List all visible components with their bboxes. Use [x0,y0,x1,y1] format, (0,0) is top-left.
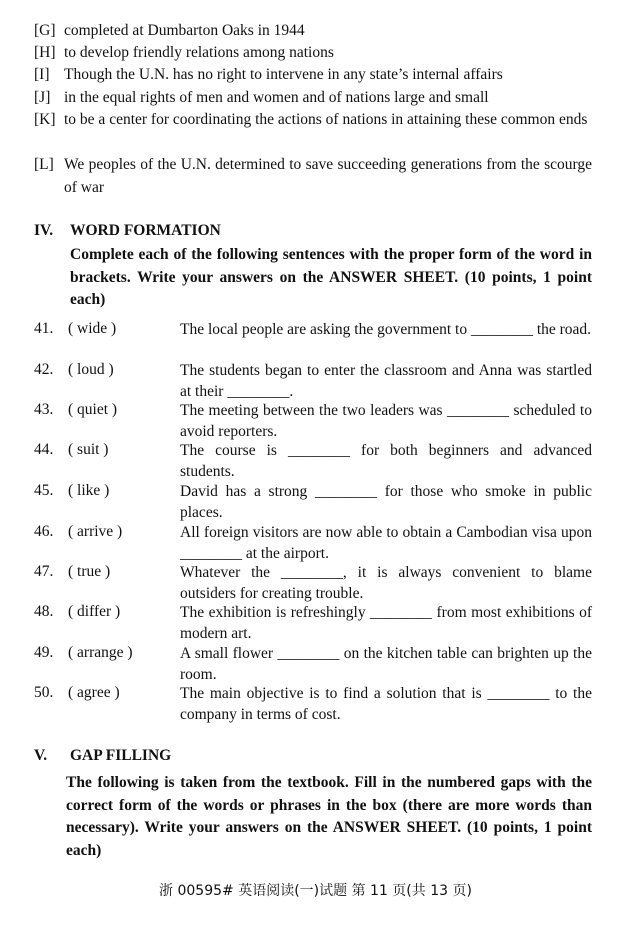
option-g [34,20,592,43]
question-word: ( suit ) [68,441,109,458]
section-5-heading [34,747,171,765]
option-j [34,87,592,110]
question-sentence: The meeting between the two leaders was ________ scheduled to avoid reporters. [180,402,592,440]
question-number: 46. [34,523,54,540]
question-45 [34,482,592,524]
question-word: ( wide ) [68,320,117,337]
question-number: 43. [34,401,54,418]
question-42 [34,361,592,403]
question-sentence: David has a strong ________ for those who smoke in public places. [180,483,592,521]
question-number: 50. [34,684,54,701]
section-4-instruction: Complete each of the following sentences with the proper form of the word in brackets. Write your answers on the ANSWER SHEET. (10 points, 1 point each) [70,246,592,308]
option-key: [G] [34,22,56,39]
question-word: ( quiet ) [68,401,118,418]
question-number: 44. [34,441,54,458]
option-key: [K] [34,111,56,128]
option-key: [I] [34,66,50,83]
option-key: [H] [34,44,56,61]
question-sentence: The course is ________ for both beginners and advanced students. [180,442,592,480]
question-word: ( arrange ) [68,644,133,661]
question-number: 45. [34,482,54,499]
question-number: 48. [34,603,54,620]
option-l [34,154,592,199]
question-sentence: The exhibition is refreshingly ________ from most exhibitions of modern art. [180,604,592,642]
question-word: ( true ) [68,563,111,580]
section-5-instruction: The following is taken from the textbook. Fill in the numbered gaps with the correct form of the words or phrases in the box (there are more words than necessary). Write your answers on the ANSWER SHEET. (10 points, 1 point each) [66,774,592,859]
question-number: 47. [34,563,54,580]
option-key: [L] [34,156,54,173]
question-43 [34,401,592,443]
question-46 [34,523,592,565]
option-key: [J] [34,89,51,106]
section-4-heading [34,222,221,240]
section-title: WORD FORMATION [70,222,221,239]
question-number: 49. [34,644,54,661]
question-48 [34,603,592,645]
question-sentence: The students began to enter the classroom and Anna was startled at their ________. [180,362,592,400]
question-word: ( like ) [68,482,110,499]
question-number: 41. [34,320,54,337]
option-h [34,42,592,65]
question-50 [34,684,592,726]
question-word: ( loud ) [68,361,114,378]
option-text: in the equal rights of men and women and of nations large and small [64,89,489,106]
question-sentence: A small flower ________ on the kitchen table can brighten up the room. [180,645,592,683]
question-sentence: All foreign visitors are now able to obtain a Cambodian visa upon ________ at the airport. [180,524,592,562]
question-41 [34,320,592,362]
question-49 [34,644,592,686]
option-i [34,64,592,87]
question-sentence: Whatever the ________, it is always convenient to blame outsiders for creating trouble. [180,564,592,602]
option-text: completed at Dumbarton Oaks in 1944 [64,22,305,39]
option-text: Though the U.N. has no right to intervene in any state’s internal affairs [64,66,503,83]
question-word: ( agree ) [68,684,120,701]
option-k [34,109,592,132]
page-footer: 浙 00595# 英语阅读(一)试题 第 11 页(共 13 页) [159,883,472,899]
question-47 [34,563,592,605]
question-word: ( differ ) [68,603,121,620]
question-sentence: The main objective is to find a solution that is ________ to the company in terms of cost. [180,685,592,723]
option-text: We peoples of the U.N. determined to save succeeding generations from the scourge of war [64,156,592,196]
question-number: 42. [34,361,54,378]
question-sentence: The local people are asking the government to ________ the road. [180,321,592,338]
section-title: GAP FILLING [70,747,172,764]
question-word: ( arrive ) [68,523,123,540]
section-number: V. [34,747,48,764]
section-number: IV. [34,222,54,239]
option-text: to develop friendly relations among nations [64,44,334,61]
option-text: to be a center for coordinating the actions of nations in attaining these common ends [64,111,588,128]
question-44 [34,441,592,483]
